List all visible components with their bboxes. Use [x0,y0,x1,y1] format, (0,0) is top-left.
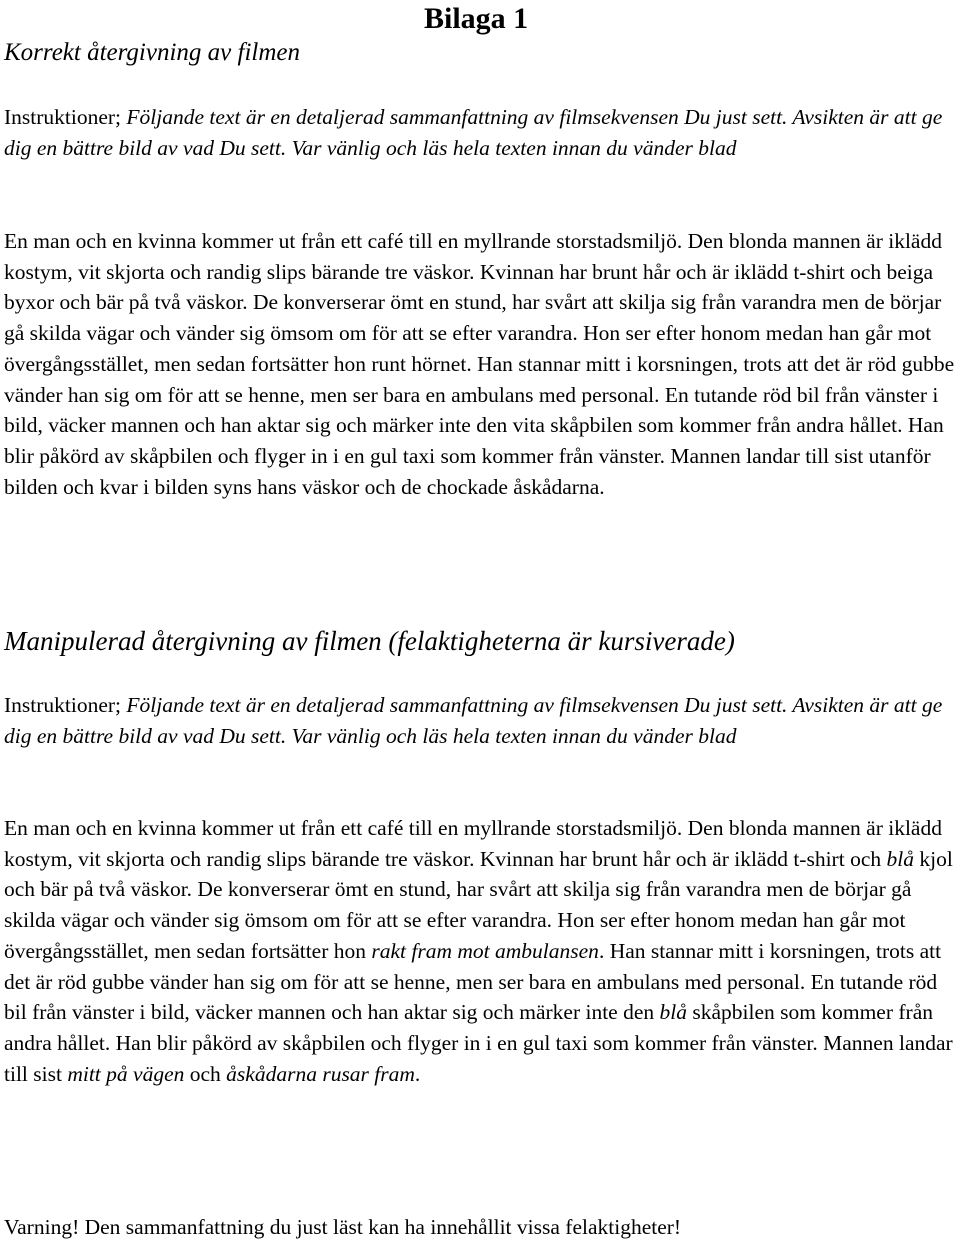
summary-paragraph-manipulated [4,813,958,1089]
body-text: En man och en kvinna kommer ut från ett café till en myllrande storstadsmiljö. Den blonda mannen är iklädd kostym, vit skjorta och randig slips bärande tre väskor. Kvinnan har brunt hår och är iklädd t-shirt och [4,816,942,871]
instructions-paragraph-2 [4,690,958,751]
body-text: och [184,1061,227,1086]
warning-text: Varning! Den sammanfattning du just läst kan ha innehållit vissa felaktigheter! [4,1215,682,1239]
instructions-paragraph-1 [4,102,958,163]
section-heading-manipulated: Manipulerad återgivning av filmen (felaktigheterna är kursiverade) [4,626,735,656]
body-text: . [414,1061,421,1086]
body-text: kjol och bär på två väskor. De konverserar ömt en stund, har svårt att skilja sig från varandra men de börjar gå skilda vägar och vänder sig ömsom om för att se efter varandra. Hon ser efter honom medan han går mot övergångsstället, men sedan fortsätter hon [4,846,953,963]
incorrect-detail: mitt på vägen [67,1061,185,1086]
body-text: . Han stannar mitt i korsningen, trots att det är röd gubbe vänder han sig om för att se henne, men ser bara en ambulans med personal. En tutande röd bil från vänster i bild, väcker mannen och han aktar sig och märker inte den [4,938,942,1025]
document-title: Bilaga 1 [424,2,529,35]
incorrect-detail: blå [659,1000,687,1025]
summary-paragraph-correct: En man och en kvinna kommer ut från ett café till en myllrande storstadsmiljö. Den blonda mannen är iklädd kostym, vit skjorta och randig slips bärande tre väskor. Kvinnan har brunt hår och är iklädd t-shirt och beiga byxor och bär på två väskor. De konverserar ömt en stund, har svårt att skilja sig från varandra men de börjar gå skilda vägar och vänder sig ömsom om för att se efter varandra. Hon ser efter honom medan han går mot övergångsstället, men sedan fortsätter hon runt hörnet. Han stannar mitt i korsningen, trots att det är röd gubbe vänder han sig om för att se henne, men ser bara en ambulans med personal. En tutande röd bil från vänster i bild, väcker mannen och han aktar sig och märker inte den vita skåpbilen som kommer från andra hållet. Han blir påkörd av skåpbilen och flyger in i en gul taxi som kommer från vänster. Mannen landar till sist utanför bilden och kvar i bilden syns hans väskor och de chockade åskådarna. [4,229,955,499]
instructions-text: Följande text är en detaljerad sammanfattning av filmsekvensen Du just sett. Avsikten är att ge dig en bättre bild av vad Du sett. Var vänlig och läs hela texten innan du vänder blad [4,105,943,160]
incorrect-detail: åskådarna rusar fram [226,1061,415,1086]
incorrect-detail: rakt fram mot ambulansen [371,938,599,963]
incorrect-detail: blå [886,846,914,871]
instructions-label: Instruktioner; [4,105,122,129]
instructions-text: Följande text är en detaljerad sammanfattning av filmsekvensen Du just sett. Avsikten är att ge dig en bättre bild av vad Du sett. Var vänlig och läs hela texten innan du vänder blad [4,693,943,748]
section-heading-correct: Korrekt återgivning av filmen [4,39,301,66]
body-text: skåpbilen som kommer från andra hållet. Han blir påkörd av skåpbilen och flyger in i en gul taxi som kommer från vänster. Mannen landar till sist [4,1000,953,1086]
instructions-label: Instruktioner; [4,693,122,717]
